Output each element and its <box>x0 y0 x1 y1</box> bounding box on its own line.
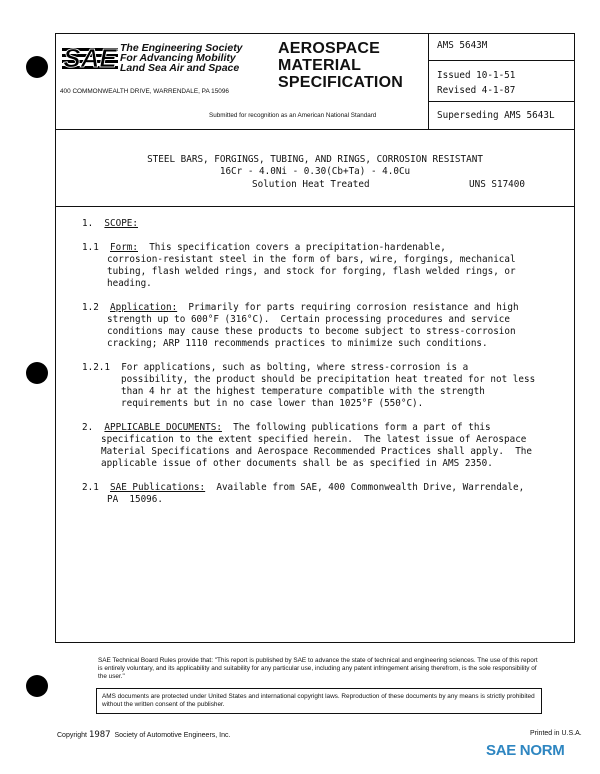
printed-in: Printed in U.S.A. <box>530 730 582 737</box>
section-1-heading: 1. SCOPE: <box>82 218 138 229</box>
section-2-1: 2.1 SAE Publications: Available from SAE, 400 Commonwealth Drive, Warrendale, <box>82 482 525 493</box>
society-address: 400 COMMONWEALTH DRIVE, WARRENDALE, PA 15096 <box>60 88 229 95</box>
spec-type-title: AEROSPACE MATERIAL SPECIFICATION <box>278 40 403 91</box>
svg-text:SAE: SAE <box>63 44 117 72</box>
doc-number: AMS 5643M <box>437 40 488 51</box>
section-1-2: 1.2 Application: Primarily for parts requiring corrosion resistance and high <box>82 302 519 313</box>
sae-norm-watermark: SAE NORM <box>486 742 565 759</box>
technical-board-rules: SAE Technical Board Rules provide that: "This report is published by SAE to advance the state of technical and engineering sciences. The use of this report is entirely voluntary, and its applicability and suitability for any particular use, including any patent infringement arising therefrom, is the sole responsibility of the user." <box>98 657 538 681</box>
section-1-2-1-line: requirements but in no case lower than 1025°F (550°C). <box>121 398 424 409</box>
punch-hole-top <box>26 56 48 78</box>
issued-date: Issued 10-1-51 <box>437 70 516 81</box>
section-1-2-line: strength up to 600°F (316°C). Certain processing procedures and service <box>107 314 510 325</box>
section-2: 2. APPLICABLE DOCUMENTS: The following publications form a part of this <box>82 422 491 433</box>
spec-condition: Solution Heat Treated <box>252 179 370 190</box>
doc-info-box <box>428 34 575 129</box>
punch-hole-middle <box>26 362 48 384</box>
ansi-submission-note: Submitted for recognition as an American National Standard <box>209 112 377 119</box>
uns-number: UNS S17400 <box>469 179 525 190</box>
sae-header-block <box>56 34 274 109</box>
section-1-2-1: 1.2.1 For applications, such as bolting, where stress-corrosion is a <box>82 362 469 373</box>
spec-title: STEEL BARS, FORGINGS, TUBING, AND RINGS, CORROSION RESISTANT 16Cr - 4.0Ni - 0.30(Cb+Ta) - 4.0Cu <box>147 154 483 177</box>
copyright-notice: AMS documents are protected under United States and international copyright laws. Reproduction of these documents by any means is strictly prohibited without the written consent of the publisher. <box>102 693 535 709</box>
revised-date: Revised 4-1-87 <box>437 85 516 96</box>
section-1-2-line: conditions may cause these products to become subject to stress-corrosion <box>107 326 516 337</box>
document-frame <box>55 33 575 643</box>
punch-hole-bottom <box>26 675 48 697</box>
section-1-1-line: tubing, flash welded rings, and stock for forging, flash welded rings, or <box>107 266 516 277</box>
section-2-line: Material Specifications and Aerospace Recommended Practices shall apply. The <box>101 446 532 457</box>
section-1-1: 1.1 Form: This specification covers a precipitation-hardenable, <box>82 242 446 253</box>
section-1-2-1-line: than 4 hr at the highest temperature compatible with the strength <box>121 386 485 397</box>
section-1-1-line: corrosion-resistant steel in the form of bars, wire, forgings, mechanical <box>107 254 516 265</box>
copyright-notice-box <box>96 688 542 714</box>
copyright-line: Copyright 1987 Society of Automotive Engineers, Inc. <box>57 730 231 740</box>
section-1-1-line: heading. <box>107 278 152 289</box>
section-2-line: applicable issue of other documents shall be as specified in AMS 2350. <box>101 458 493 469</box>
society-name: The Engineering Society For Advancing Mobility Land Sea Air and Space <box>120 42 243 74</box>
sae-logo <box>62 44 118 72</box>
section-1-2-line: cracking; ARP 1110 recommends practices to minimize such conditions. <box>107 338 488 349</box>
section-1-2-1-line: possibility, the product should be precipitation heat treated for not less <box>121 374 536 385</box>
superseding-note: Superseding AMS 5643L <box>437 110 555 121</box>
section-2-1-line: PA 15096. <box>107 494 163 505</box>
section-2-line: specification to the extent specified herein. The latest issue of Aerospace <box>101 434 527 445</box>
